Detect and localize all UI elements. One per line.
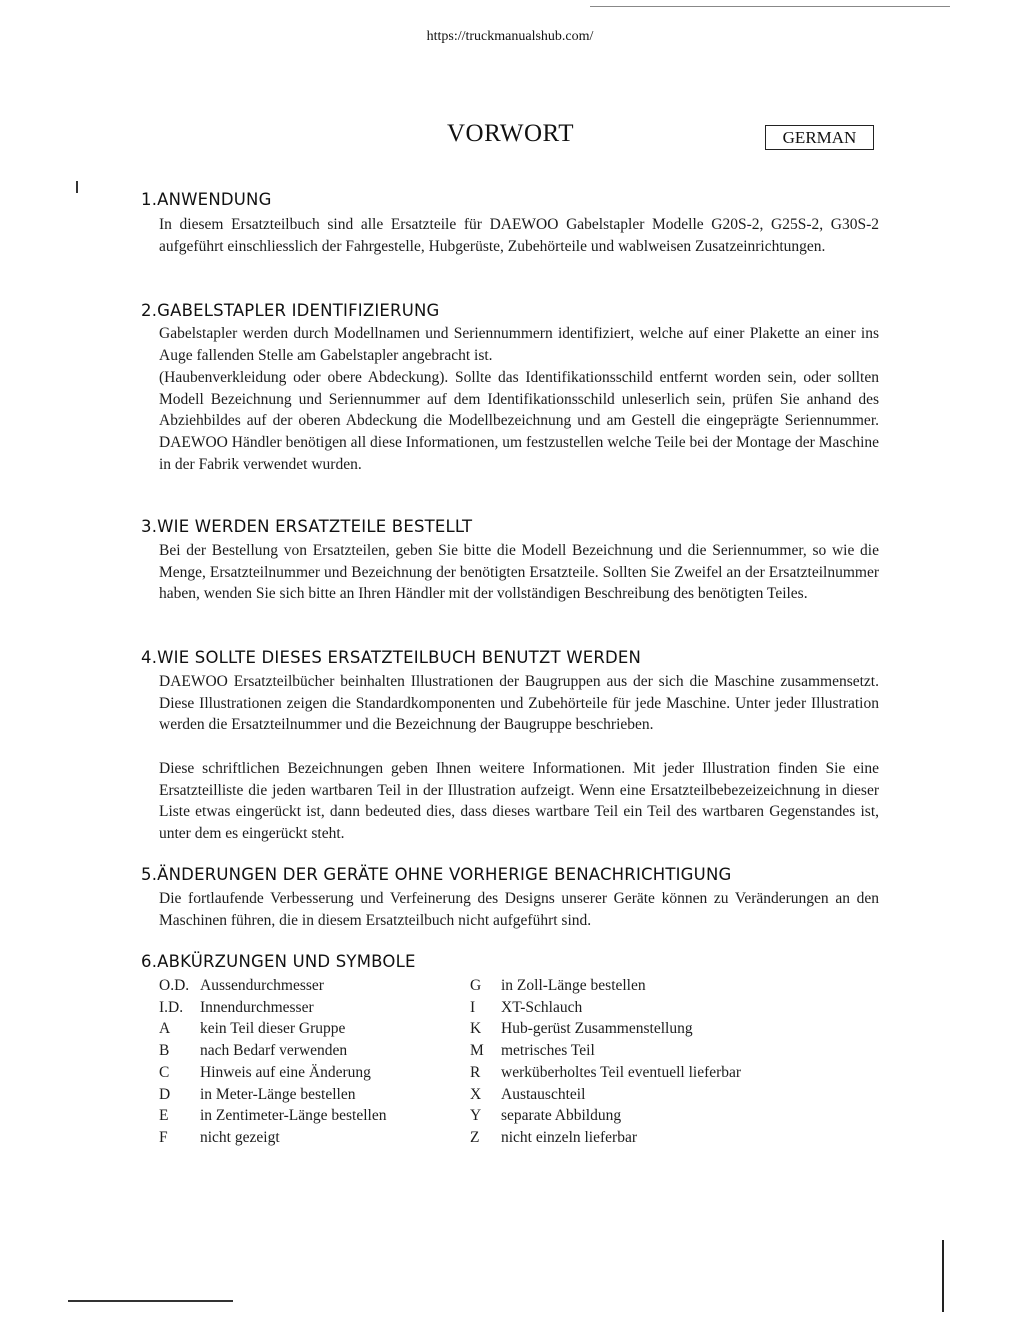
- abbreviation-key: X: [470, 1085, 482, 1103]
- section-heading-abkuerzungen: 6.ABKÜRZUNGEN UND SYMBOLE: [141, 952, 416, 971]
- section-paragraph: Bei der Bestellung von Ersatzteilen, geben Sie bitte die Modell Bezeichnung und die Seriennummer, so wie die Menge, Ersatzteilnummer und Bezeichnung der benötigten Ersatzteile. Sollten Sie Zweifel an der Ersatzteilnummer haben, wenden Sie sich bitte an Ihren Händler mit der vollständigen Beschreibung des benötigten Teiles.: [159, 542, 879, 603]
- abbreviation-row: [159, 1127, 386, 1149]
- abbreviation-meaning: nach Bedarf verwenden: [200, 1042, 348, 1060]
- abbreviation-row: [159, 1018, 386, 1040]
- abbreviation-key: I.D.: [159, 998, 184, 1016]
- abbreviation-row: [159, 997, 386, 1019]
- abbreviation-key: I: [470, 998, 476, 1016]
- scan-margin-mark: [76, 181, 78, 193]
- section-paragraph: (Haubenverkleidung oder obere Abdeckung). Sollte das Identifikationsschild entfernt worden sein, oder sollten Modell Bezeichnung und Seriennummer auf dem Identifikationsschild unleserlich sein, prüfen Sie anhand des Abziehbildes auf der oberen Abdeckung die Modellbezeichnung und am Gestell die eingeprägte Seriennummer. DAEWOO Händler benötigen all diese Informationen, um festzustellen welche Teile bei der Montage der Maschine in der Fabrik verwendet wurden.: [159, 369, 879, 473]
- abbreviation-row: [159, 1105, 386, 1127]
- abbreviation-key: M: [470, 1042, 484, 1060]
- section-heading-identifizierung: 2.GABELSTAPLER IDENTIFIZIERUNG: [141, 301, 440, 320]
- abbreviation-row: [470, 1105, 741, 1127]
- abbreviation-list-right: [470, 975, 741, 1149]
- section-paragraph: Die fortlaufende Verbesserung und Verfeinerung des Designs unserer Geräte können zu Veränderungen an den Maschinen führen, die in diesem Ersatzteilbuch nicht aufgeführt sind.: [159, 890, 879, 929]
- abbreviation-meaning: kein Teil dieser Gruppe: [200, 1020, 346, 1038]
- scan-edge-line: [942, 1240, 944, 1312]
- abbreviation-key: O.D.: [159, 977, 190, 994]
- abbreviation-row: [470, 975, 741, 997]
- abbreviation-key: D: [159, 1085, 171, 1103]
- abbreviation-meaning: XT-Schlauch: [501, 998, 583, 1016]
- abbreviation-key: Y: [470, 1107, 482, 1125]
- abbreviation-row: [159, 1084, 386, 1106]
- scan-top-rule: [590, 6, 950, 7]
- abbreviation-key: K: [470, 1020, 482, 1038]
- abbreviation-meaning: Hub-gerüst Zusammenstellung: [501, 1020, 693, 1038]
- abbreviation-key: E: [159, 1107, 169, 1125]
- section-paragraph: In diesem Ersatzteilbuch sind alle Ersatzteile für DAEWOO Gabelstapler Modelle G20S-2, G25S-2, G30S-2 aufgeführt einschliesslich der Fahrgestelle, Hubgerüste, Zubehörteile und wablweisen Zusatzeinrichtungen.: [159, 216, 879, 255]
- abbreviation-row: [159, 1062, 386, 1084]
- abbreviation-meaning: metrisches Teil: [501, 1042, 595, 1060]
- abbreviation-meaning: werküberholtes Teil eventuell lieferbar: [501, 1063, 742, 1081]
- abbreviation-row: [159, 975, 386, 997]
- abbreviation-key: F: [159, 1128, 168, 1146]
- abbreviation-row: [159, 1040, 386, 1062]
- language-badge: GERMAN: [765, 125, 874, 150]
- abbreviation-meaning: Hinweis auf eine Änderung: [200, 1063, 371, 1081]
- section-paragraph: Gabelstapler werden durch Modellnamen und Seriennummern identifiziert, welche auf einer Plakette an einer ins Auge fallenden Stelle am Gabelstapler angebracht ist.: [159, 325, 879, 364]
- section-heading-aenderungen: 5.ÄNDERUNGEN DER GERÄTE OHNE VORHERIGE BENACHRICHTIGUNG: [141, 865, 732, 884]
- abbreviation-key: C: [159, 1063, 170, 1081]
- abbreviation-row: [470, 1084, 741, 1106]
- abbreviation-meaning: nicht einzeln lieferbar: [501, 1128, 637, 1146]
- abbreviation-row: [470, 1018, 741, 1040]
- abbreviation-key: Z: [470, 1128, 480, 1146]
- section-paragraph: DAEWOO Ersatzteilbücher beinhalten Illustrationen der Baugruppen aus der sich die Maschine zusammensetzt. Diese Illustrationen zeigen die Standardkomponenten und Zubehörteile für jede Maschine. Unter jeder Illustration werden die Ersatzteilnummer und die Bezeichnung der Baugruppe beschrieben.: [159, 673, 879, 734]
- abbreviation-key: G: [470, 977, 482, 994]
- abbreviation-key: A: [159, 1020, 171, 1038]
- abbreviation-meaning: Austauschteil: [501, 1085, 586, 1103]
- abbreviation-row: [470, 1062, 741, 1084]
- abbreviation-row: [470, 1040, 741, 1062]
- abbreviation-meaning: in Meter-Länge bestellen: [200, 1085, 356, 1103]
- abbreviation-list-left: [159, 975, 386, 1149]
- section-heading-bestellung: 3.WIE WERDEN ERSATZTEILE BESTELLT: [141, 517, 473, 536]
- abbreviation-meaning: nicht gezeigt: [200, 1128, 280, 1146]
- page-title: VORWORT: [447, 120, 574, 147]
- abbreviation-meaning: in Zentimeter-Länge bestellen: [200, 1107, 387, 1125]
- source-url: https://truckmanualshub.com/: [426, 29, 594, 44]
- abbreviation-meaning: Innendurchmesser: [200, 998, 314, 1016]
- abbreviation-meaning: in Zoll-Länge bestellen: [501, 977, 646, 994]
- abbreviation-meaning: Aussendurchmesser: [200, 977, 324, 994]
- abbreviation-key: B: [159, 1042, 170, 1060]
- abbreviation-key: R: [470, 1063, 481, 1081]
- section-heading-benutzung: 4.WIE SOLLTE DIESES ERSATZTEILBUCH BENUTZT WERDEN: [141, 648, 642, 667]
- section-heading-anwendung: 1.ANWENDUNG: [141, 190, 272, 209]
- scan-bottom-rule: [68, 1300, 233, 1302]
- abbreviation-row: [470, 997, 741, 1019]
- abbreviation-meaning: separate Abbildung: [501, 1107, 622, 1125]
- section-paragraph: Diese schriftlichen Bezeichnungen geben Ihnen weitere Informationen. Mit jeder Illustration finden Sie eine Ersatzteilliste die jeden wartbaren Teil in der Illustration aufzeigt. Wenn eine Ersatzteilbebezeizeichnung in dieser Liste etwas eingerückt ist, dann bedeuted dies, dass dieses wartbare Teil ein Teil des wartbaren Gegenstandes ist, unter dem es eingerückt steht.: [159, 760, 879, 843]
- abbreviation-row: [470, 1127, 741, 1149]
